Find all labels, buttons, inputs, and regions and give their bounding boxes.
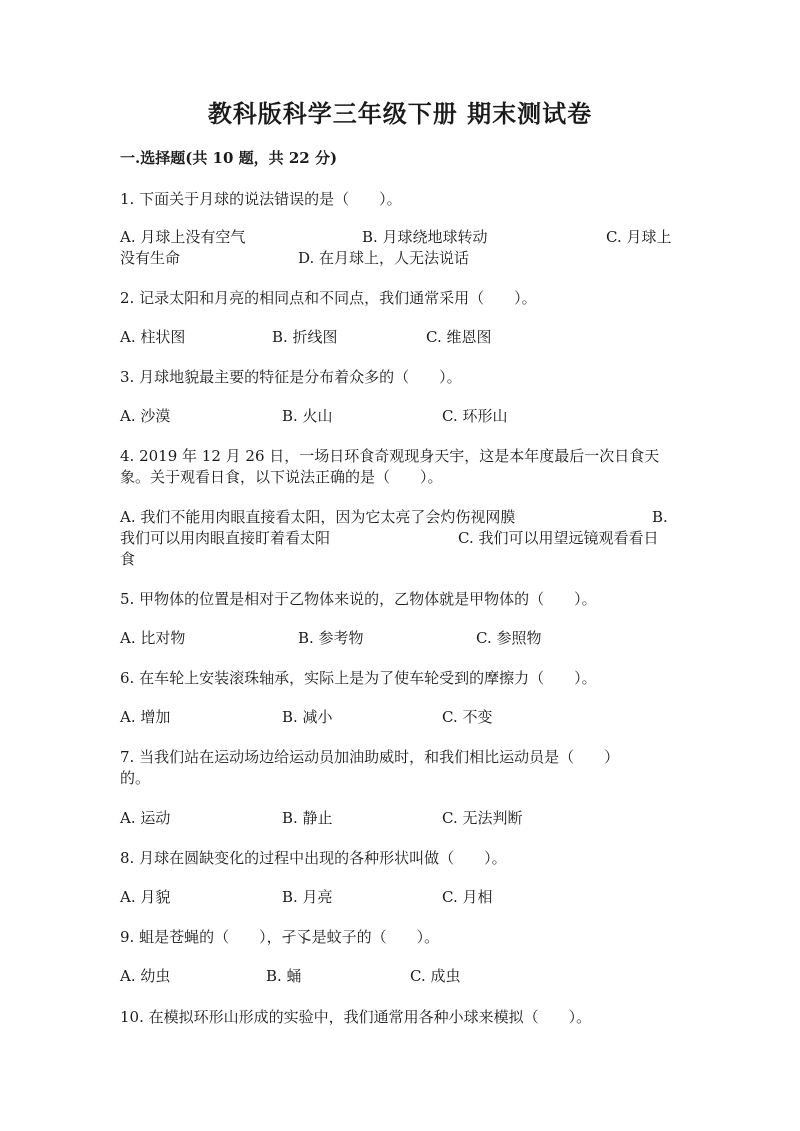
question-7-text-line2: 的。: [120, 769, 151, 787]
page-title: 教科版科学三年级下册 期末测试卷: [207, 99, 593, 128]
question-8-option-c: C. 月相: [442, 888, 493, 906]
question-6-option-b: B. 减小: [282, 708, 333, 726]
question-5-option-b: B. 参考物: [298, 629, 364, 647]
question-4-option-c-cont: 食: [120, 550, 136, 568]
question-5-text: 5. 甲物体的位置是相对于乙物体来说的，乙物体就是甲物体的（ ）。: [120, 590, 597, 608]
question-2-option-a: A. 柱状图: [120, 328, 186, 346]
question-5-option-c: C. 参照物: [476, 629, 542, 647]
question-4-option-c: C. 我们可以用望远镜观看看日: [458, 529, 659, 547]
question-3-option-a: A. 沙漠: [120, 407, 171, 425]
question-1-option-b: B. 月球绕地球转动: [362, 228, 488, 246]
question-3-option-b: B. 火山: [282, 407, 333, 425]
question-7-option-c: C. 无法判断: [442, 809, 523, 827]
question-8-text: 8. 月球在圆缺变化的过程中出现的各种形状叫做（ ）。: [120, 849, 507, 867]
section-heading: 一.选择题(共 10 题，共 22 分): [120, 149, 338, 167]
question-2-option-b: B. 折线图: [272, 328, 338, 346]
question-1-option-c-cont: 没有生命: [120, 249, 181, 267]
question-1-option-a: A. 月球上没有空气: [120, 228, 246, 246]
question-6-text: 6. 在车轮上安装滚珠轴承，实际上是为了使车轮受到的摩擦力（ ）。: [120, 669, 597, 687]
question-4-text-line2: 象。关于观看日食，以下说法正确的是（ ）。: [120, 468, 443, 486]
question-6-option-a: A. 增加: [120, 708, 171, 726]
question-2-option-c: C. 维恩图: [426, 328, 492, 346]
question-5-option-a: A. 比对物: [120, 629, 186, 647]
question-1-option-c: C. 月球上: [606, 228, 672, 246]
question-9-option-c: C. 成虫: [410, 967, 461, 985]
question-7-text-line1: 7. 当我们站在运动场边给运动员加油助威时，和我们相比运动员是（ ）: [120, 748, 620, 766]
question-8-option-b: B. 月亮: [282, 888, 333, 906]
question-4-option-b: 我们可以用肉眼直接盯着看太阳: [120, 529, 331, 547]
question-9-text: 9. 蛆是苍蝇的（ ），孑孓是蚊子的（ ）。: [120, 928, 440, 946]
question-7-option-a: A. 运动: [120, 809, 171, 827]
question-6-option-c: C. 不变: [442, 708, 493, 726]
question-2-text: 2. 记录太阳和月亮的相同点和不同点，我们通常采用（ ）。: [120, 289, 537, 307]
question-7-option-b: B. 静止: [282, 809, 333, 827]
question-1-text: 1. 下面关于月球的说法错误的是（ ）。: [120, 190, 402, 208]
question-4-text-line1: 4. 2019 年 12 月 26 日，一场日环食奇观现身天宇，这是本年度最后一次日食天: [120, 447, 660, 465]
question-9-option-b: B. 蛹: [266, 967, 302, 985]
question-4-option-b-label: B.: [652, 508, 668, 526]
question-4-option-a: A. 我们不能用肉眼直接看太阳，因为它太亮了会灼伤视网膜: [120, 508, 516, 526]
question-3-option-c: C. 环形山: [442, 407, 508, 425]
question-8-option-a: A. 月貌: [120, 888, 171, 906]
question-1-option-d: D. 在月球上，人无法说话: [298, 249, 470, 267]
question-3-text: 3. 月球地貌最主要的特征是分布着众多的（ ）。: [120, 368, 462, 386]
question-10-text: 10. 在模拟环形山形成的实验中，我们通常用各种小球来模拟（ ）。: [120, 1008, 592, 1026]
question-9-option-a: A. 幼虫: [120, 967, 171, 985]
